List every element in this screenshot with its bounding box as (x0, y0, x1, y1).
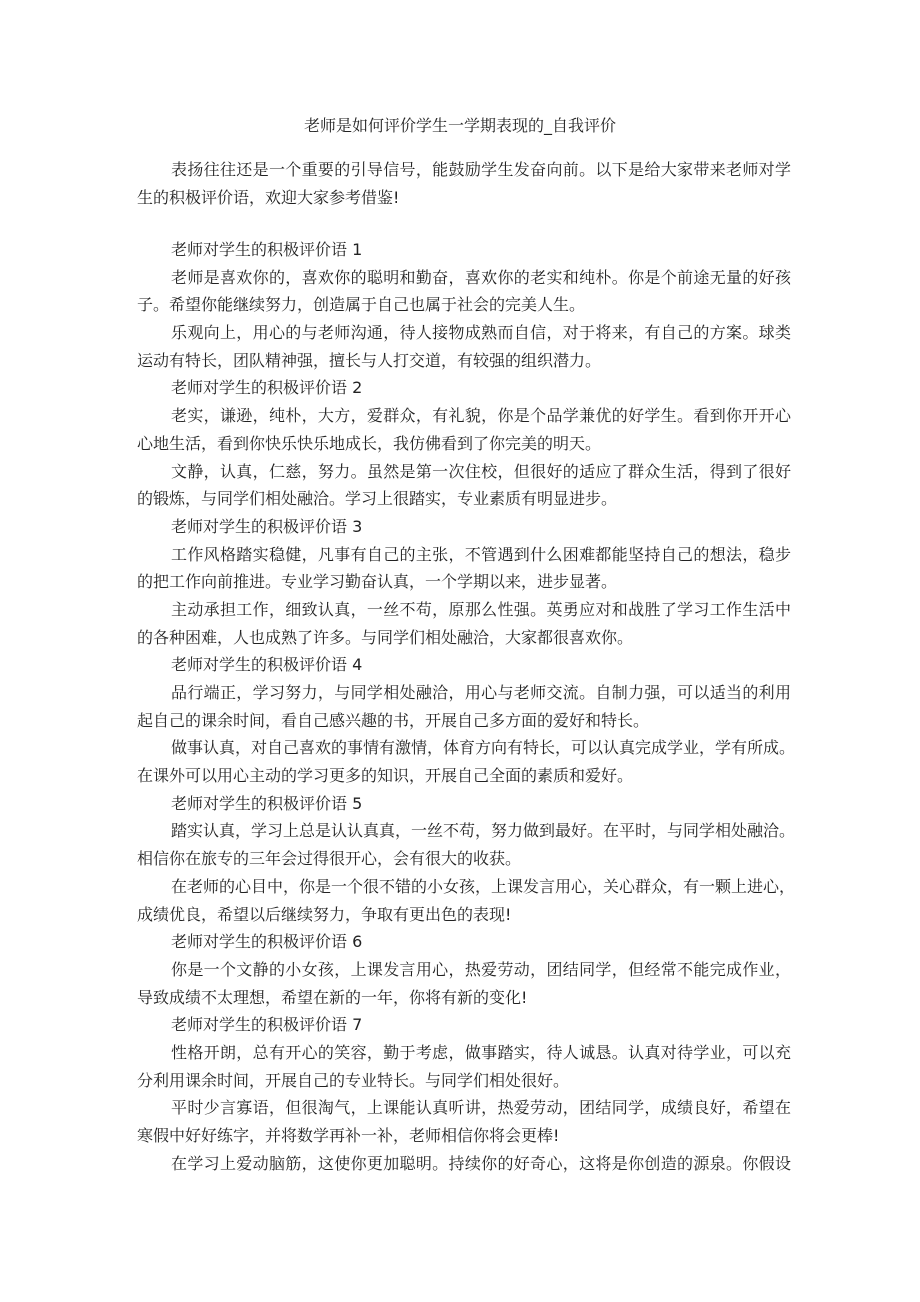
section-heading (137, 1011, 791, 1039)
section-heading (137, 928, 791, 956)
text-line: 老师是喜欢你的，喜欢你的聪明和勤奋，喜欢你的老实和纯朴。你是个前途无量的好孩 (171, 267, 791, 287)
paragraph (137, 458, 791, 513)
text-line: 老师对学生的积极评价语 4 (171, 655, 363, 675)
text-line: 分利用课余时间，开展自己的专业特长。与同学们相处很好。 (137, 1070, 570, 1090)
text-line: 在老师的心目中，你是一个很不错的小女孩，上课发言用心，关心群众，有一颗上进心， (171, 876, 796, 896)
text-line: 平时少言寡语，但很淘气，上课能认真听讲，热爱劳动，团结同学，成绩良好，希望在 (171, 1098, 791, 1118)
paragraph (137, 541, 791, 596)
paragraph (137, 596, 791, 651)
paragraph (137, 679, 791, 734)
paragraph (137, 873, 796, 928)
document-title: 老师是如何评价学生一学期表现的_自我评价 (303, 116, 616, 135)
text-line: 寒假中好好练字，并将数学再补一补，老师相信你将会更棒! (137, 1126, 560, 1145)
text-line: 老师对学生的积极评价语 7 (171, 1015, 363, 1035)
text-line: 做事认真，对自己喜欢的事情有激情，体育方向有特长，可以认真完成学业，学有所成。 (171, 738, 796, 758)
section-heading (137, 790, 791, 818)
text-line: 运动有特长，团队精神强，擅长与人打交道，有较强的组织潜力。 (137, 350, 602, 370)
paragraph (137, 264, 791, 319)
text-line: 老师对学生的积极评价语 6 (171, 932, 363, 952)
text-line: 的各种困难，人也成熟了许多。与同学们相处融洽，大家都很喜欢你。 (137, 627, 634, 647)
text-line: 生的积极评价语，欢迎大家参考借鉴! (137, 187, 400, 207)
text-line: 老师对学生的积极评价语 1 (171, 240, 363, 259)
text-line: 相信你在旅专的三年会过得很开心，会有很大的收获。 (137, 849, 522, 869)
text-line: 在课外可以用心主动的学习更多的知识，开展自己全面的素质和爱好。 (137, 766, 634, 786)
text-line: 文静，认真，仁慈，努力。虽然是第一次住校，但很好的适应了群众生活，得到了很好 (171, 461, 791, 481)
paragraph (137, 319, 791, 374)
text-line: 老师对学生的积极评价语 3 (171, 516, 363, 536)
section-heading (137, 651, 791, 679)
text-line: 起自己的课余时间，看自己感兴趣的书，开展自己多方面的爱好和特长。 (137, 710, 650, 730)
text-line: 导致成绩不太理想，希望在新的一年，你将有新的变化! (137, 987, 528, 1007)
section-heading (137, 513, 791, 541)
text-line: 品行端正，学习努力，与同学相处融洽，用心与老师交流。自制力强，可以适当的利用 (171, 683, 791, 702)
text-line: 老师对学生的积极评价语 2 (171, 378, 363, 398)
text-line: 老师对学生的积极评价语 5 (171, 793, 363, 813)
text-line: 心地生活，看到你快乐快乐地成长，我仿佛看到了你完美的明天。 (137, 433, 602, 453)
paragraph (137, 156, 791, 211)
text-line: 在学习上爱动脑筋，这使你更加聪明。持续你的好奇心，这将是你创造的源泉。你假设 (171, 1153, 791, 1173)
paragraph (137, 1150, 791, 1178)
text-line: 性格开朗，总有开心的笑容，勤于考虑，做事踏实，待人诚恳。认真对待学业，可以充 (171, 1042, 791, 1062)
text-line: 乐观向上，用心的与老师沟通，待人接物成熟而自信，对于将来，有自己的方案。球类 (171, 323, 791, 343)
text-line: 老实，谦逊，纯朴，大方，爱群众，有礼貌，你是个品学兼优的好学生。看到你开开心 (171, 406, 791, 426)
paragraph (137, 956, 791, 1011)
text-line: 主动承担工作，细致认真，一丝不苟，原那么性强。英勇应对和战胜了学习工作生活中 (171, 599, 791, 619)
section-heading (137, 236, 791, 264)
paragraph (137, 734, 796, 789)
document-body (137, 236, 796, 1177)
text-line: 你是一个文静的小女孩，上课发言用心，热爱劳动，团结同学，但经常不能完成作业， (171, 959, 791, 979)
intro-paragraph (137, 156, 791, 211)
text-line: 成绩优良，希望以后继续努力，争取有更出色的表现! (137, 904, 512, 924)
section-heading (137, 374, 791, 402)
text-line: 的把工作向前推进。专业学习勤奋认真，一个学期以来，进步显著。 (137, 572, 618, 592)
paragraph (137, 1039, 791, 1094)
paragraph (137, 817, 796, 872)
text-line: 表扬往往还是一个重要的引导信号，能鼓励学生发奋向前。以下是给大家带来老师对学 (171, 160, 791, 179)
paragraph (137, 1094, 791, 1149)
paragraph (137, 402, 791, 457)
text-line: 子。希望你能继续努力，创造属于自己也属于社会的完美人生。 (137, 295, 586, 315)
text-line: 踏实认真，学习上总是认认真真，一丝不苟，努力做到最好。在平时，与同学相处融洽。 (171, 821, 796, 841)
text-line: 的锻炼，与同学们相处融洽。学习上很踏实，专业素质有明显进步。 (137, 489, 618, 509)
text-line: 工作风格踏实稳健，凡事有自己的主张，不管遇到什么困难都能坚持自己的想法，稳步 (171, 544, 791, 564)
